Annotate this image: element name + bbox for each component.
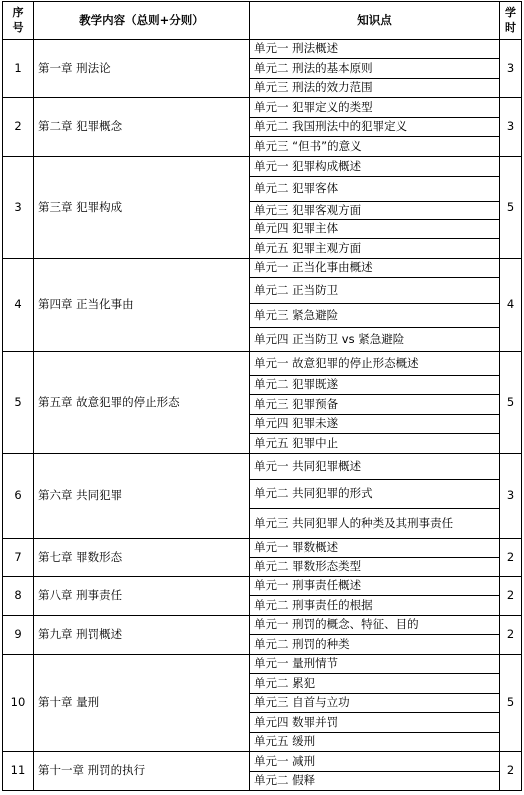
knowledge-unit: 单元二 罪数形态类型	[250, 558, 500, 577]
row-number: 8	[3, 577, 34, 616]
chapter-title: 第四章 正当化事由	[34, 259, 250, 352]
knowledge-unit: 单元一 犯罪定义的类型	[250, 98, 500, 118]
knowledge-unit: 单元四 正当防卫 vs 紧急避险	[250, 328, 500, 352]
table-row	[3, 655, 522, 674]
class-hours: 2	[500, 616, 522, 655]
knowledge-unit: 单元二 假释	[250, 772, 500, 791]
knowledge-unit: 单元二 累犯	[250, 674, 500, 694]
row-number: 2	[3, 98, 34, 157]
chapter-title: 第五章 故意犯罪的停止形态	[34, 352, 250, 454]
header-hours: 学时	[500, 2, 522, 40]
chapter-title: 第七章 罪数形态	[34, 539, 250, 577]
knowledge-unit: 单元二 犯罪客体	[250, 177, 500, 202]
knowledge-unit: 单元四 犯罪未遂	[250, 415, 500, 434]
row-number: 7	[3, 539, 34, 577]
knowledge-unit: 单元一 刑事责任概述	[250, 577, 500, 596]
row-number: 11	[3, 752, 34, 791]
row-number: 1	[3, 40, 34, 98]
table-row	[3, 577, 522, 596]
table-row	[3, 157, 522, 177]
class-hours: 3	[500, 454, 522, 539]
row-number: 6	[3, 454, 34, 539]
knowledge-unit: 单元一 共同犯罪概述	[250, 454, 500, 480]
knowledge-unit: 单元二 我国刑法中的犯罪定义	[250, 118, 500, 137]
curriculum-table	[2, 1, 522, 791]
knowledge-unit: 单元一 犯罪构成概述	[250, 157, 500, 177]
table-row	[3, 616, 522, 635]
row-number: 4	[3, 259, 34, 352]
chapter-title: 第九章 刑罚概述	[34, 616, 250, 655]
knowledge-unit: 单元二 犯罪既遂	[250, 376, 500, 395]
class-hours: 3	[500, 98, 522, 157]
header-content: 教学内容（总则+分则）	[34, 2, 250, 40]
row-number: 3	[3, 157, 34, 259]
knowledge-unit: 单元五 缓刑	[250, 733, 500, 752]
table-row	[3, 539, 522, 558]
knowledge-unit: 单元五 犯罪主观方面	[250, 239, 500, 259]
knowledge-unit: 单元三 刑法的效力范围	[250, 79, 500, 98]
header-points: 知识点	[250, 2, 500, 40]
knowledge-unit: 单元三 紧急避险	[250, 304, 500, 328]
class-hours: 5	[500, 655, 522, 752]
row-number: 10	[3, 655, 34, 752]
knowledge-unit: 单元三 犯罪客观方面	[250, 202, 500, 220]
knowledge-unit: 单元二 刑事责任的根据	[250, 596, 500, 616]
knowledge-unit: 单元四 犯罪主体	[250, 220, 500, 239]
row-number: 5	[3, 352, 34, 454]
header-row	[3, 2, 522, 40]
knowledge-unit: 单元二 刑罚的种类	[250, 635, 500, 655]
knowledge-unit: 单元二 共同犯罪的形式	[250, 480, 500, 509]
knowledge-unit: 单元三 共同犯罪人的种类及其刑事责任	[250, 509, 500, 539]
knowledge-unit: 单元三 “但书”的意义	[250, 137, 500, 157]
table-row	[3, 40, 522, 59]
knowledge-unit: 单元四 数罪并罚	[250, 713, 500, 733]
table-row	[3, 752, 522, 772]
row-number: 9	[3, 616, 34, 655]
class-hours: 5	[500, 157, 522, 259]
table-row	[3, 454, 522, 480]
chapter-title: 第二章 犯罪概念	[34, 98, 250, 157]
knowledge-unit: 单元一 故意犯罪的停止形态概述	[250, 352, 500, 376]
table-body	[3, 40, 522, 791]
knowledge-unit: 单元二 正当防卫	[250, 278, 500, 304]
knowledge-unit: 单元一 刑罚的概念、特征、目的	[250, 616, 500, 635]
knowledge-unit: 单元五 犯罪中止	[250, 434, 500, 454]
chapter-title: 第八章 刑事责任	[34, 577, 250, 616]
table-row	[3, 259, 522, 278]
knowledge-unit: 单元二 刑法的基本原则	[250, 59, 500, 79]
chapter-title: 第三章 犯罪构成	[34, 157, 250, 259]
knowledge-unit: 单元三 犯罪预备	[250, 395, 500, 415]
table-row	[3, 352, 522, 376]
class-hours: 2	[500, 577, 522, 616]
chapter-title: 第六章 共同犯罪	[34, 454, 250, 539]
knowledge-unit: 单元三 自首与立功	[250, 694, 500, 713]
chapter-title: 第十章 量刑	[34, 655, 250, 752]
class-hours: 4	[500, 259, 522, 352]
class-hours: 2	[500, 539, 522, 577]
class-hours: 2	[500, 752, 522, 791]
knowledge-unit: 单元一 减刑	[250, 752, 500, 772]
header-num: 序号	[3, 2, 34, 40]
knowledge-unit: 单元一 刑法概述	[250, 40, 500, 59]
knowledge-unit: 单元一 正当化事由概述	[250, 259, 500, 278]
class-hours: 5	[500, 352, 522, 454]
chapter-title: 第十一章 刑罚的执行	[34, 752, 250, 791]
knowledge-unit: 单元一 量刑情节	[250, 655, 500, 674]
table-row	[3, 98, 522, 118]
class-hours: 3	[500, 40, 522, 98]
knowledge-unit: 单元一 罪数概述	[250, 539, 500, 558]
chapter-title: 第一章 刑法论	[34, 40, 250, 98]
